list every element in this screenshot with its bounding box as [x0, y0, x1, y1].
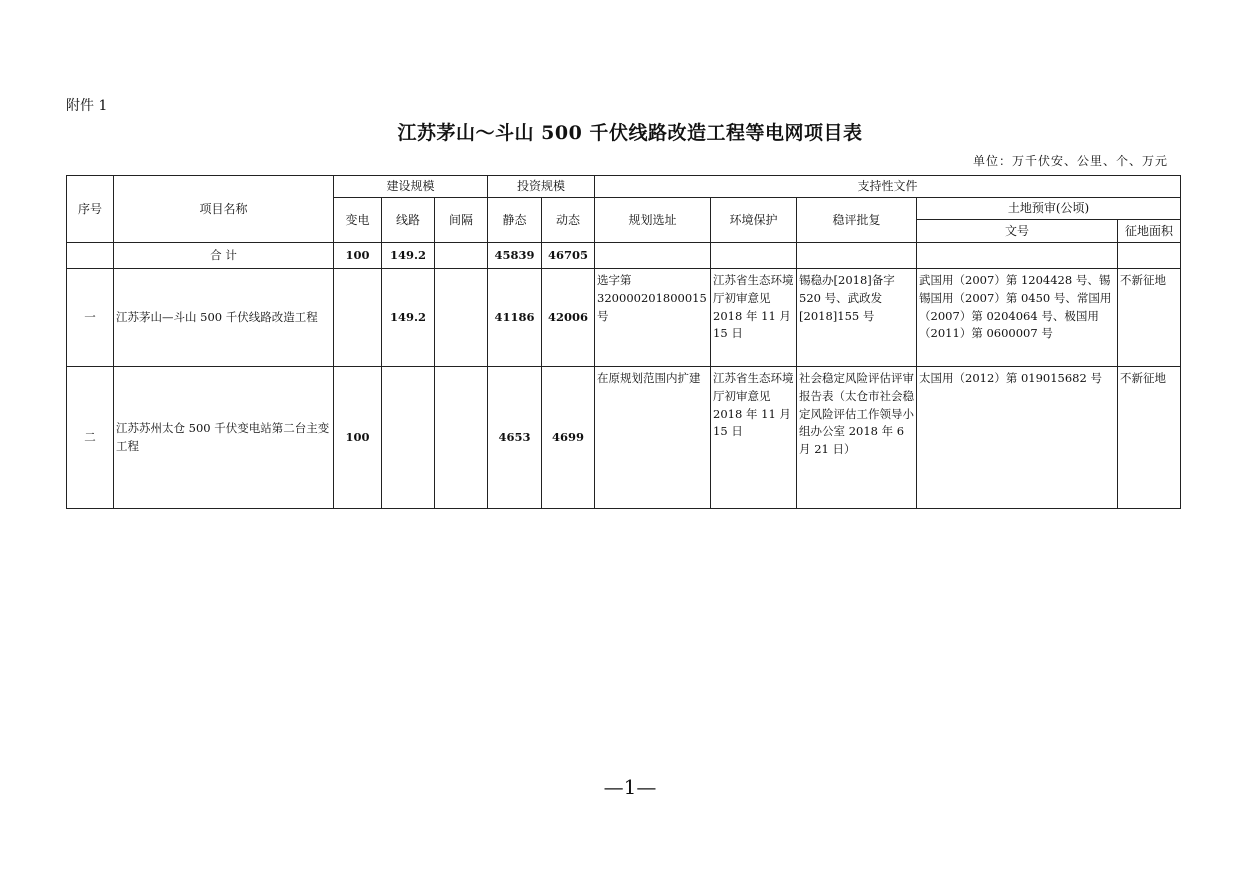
page-number: —1— — [603, 775, 657, 799]
header-static: 静态 — [488, 198, 542, 243]
row-project-name: 江苏苏州太仓 500 千伏变电站第二台主变工程 — [114, 367, 334, 509]
header-investment-scale: 投资规模 — [488, 176, 595, 198]
table-row — [67, 269, 1181, 367]
row-land-doc: 武国用（2007）第 1204428 号、锡锡国用（2007）第 0450 号、常国用（2007）第 0204064 号、极国用（2011）第 0600007 号 — [917, 269, 1118, 367]
header-substation: 变电 — [334, 198, 382, 243]
header-bay: 间隔 — [435, 198, 488, 243]
total-substation: 100 — [334, 243, 382, 269]
row-bay — [435, 269, 488, 367]
row-planning: 选字第 320000201800015 号 — [595, 269, 711, 367]
total-line: 149.2 — [382, 243, 435, 269]
row-seq: 一 — [67, 269, 114, 367]
row-static: 41186 — [488, 269, 542, 367]
header-line: 线路 — [382, 198, 435, 243]
attachment-label: 附件 1 — [66, 98, 108, 114]
total-stability — [797, 243, 917, 269]
document-title: 江苏茅山～斗山 500 千伏线路改造工程等电网项目表 — [397, 122, 863, 144]
header-land-pre-review: 土地预审(公顷) — [917, 198, 1181, 220]
row-environment: 江苏省生态环境厅初审意见 2018 年 11 月 15 日 — [711, 269, 797, 367]
header-land-area: 征地面积 — [1118, 220, 1181, 243]
row-substation — [334, 269, 382, 367]
header-supporting-docs: 支持性文件 — [595, 176, 1181, 198]
row-dynamic: 42006 — [542, 269, 595, 367]
header-stability-approval: 稳评批复 — [797, 198, 917, 243]
row-land-area: 不新征地 — [1118, 269, 1181, 367]
header-construction-scale: 建设规模 — [334, 176, 488, 198]
header-project-name: 项目名称 — [114, 176, 334, 243]
row-stability: 社会稳定风险评估评审报告表（太仓市社会稳定风险评估工作领导小组办公室 2018 年 6 月 21 日） — [797, 367, 917, 509]
row-seq: 二 — [67, 367, 114, 509]
row-bay — [435, 367, 488, 509]
header-planning-site: 规划选址 — [595, 198, 711, 243]
total-land-area — [1118, 243, 1181, 269]
row-land-doc: 太国用（2012）第 019015682 号 — [917, 367, 1118, 509]
total-static: 45839 — [488, 243, 542, 269]
total-bay — [435, 243, 488, 269]
row-land-area: 不新征地 — [1118, 367, 1181, 509]
row-substation: 100 — [334, 367, 382, 509]
total-land-doc — [917, 243, 1118, 269]
header-doc-number: 文号 — [917, 220, 1118, 243]
row-environment: 江苏省生态环境厅初审意见 2018 年 11 月 15 日 — [711, 367, 797, 509]
row-dynamic: 4699 — [542, 367, 595, 509]
table-row — [67, 367, 1181, 509]
total-label: 合 计 — [114, 243, 334, 269]
row-project-name: 江苏茅山—斗山 500 千伏线路改造工程 — [114, 269, 334, 367]
header-dynamic: 动态 — [542, 198, 595, 243]
row-line — [382, 367, 435, 509]
header-env-protection: 环境保护 — [711, 198, 797, 243]
row-static: 4653 — [488, 367, 542, 509]
total-planning — [595, 243, 711, 269]
row-planning: 在原规划范围内扩建 — [595, 367, 711, 509]
row-stability: 锡稳办[2018]备字 520 号、武政发 [2018]155 号 — [797, 269, 917, 367]
project-table — [66, 175, 1181, 509]
total-environment — [711, 243, 797, 269]
total-seq — [67, 243, 114, 269]
unit-note: 单位：万千伏安、公里、个、万元 — [972, 154, 1168, 168]
header-seq: 序号 — [67, 176, 114, 243]
total-row — [67, 243, 1181, 269]
row-line: 149.2 — [382, 269, 435, 367]
total-dynamic: 46705 — [542, 243, 595, 269]
